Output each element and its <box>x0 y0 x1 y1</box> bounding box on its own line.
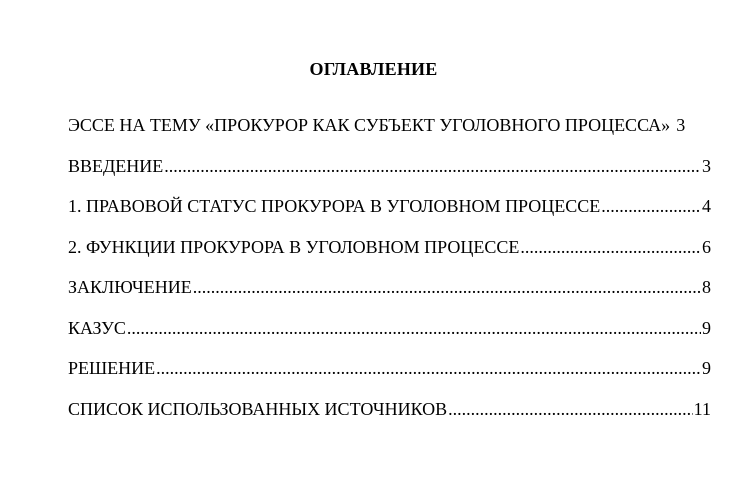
toc-entry-title: КАЗУС <box>68 317 126 338</box>
toc-dot-leader <box>127 317 701 339</box>
toc-dot-leader <box>156 357 701 379</box>
toc-entry <box>68 155 711 196</box>
toc-entry-title: СПИСОК ИСПОЛЬЗОВАННЫХ ИСТОЧНИКОВ <box>68 398 448 419</box>
toc-entry-page: 4 <box>702 196 711 216</box>
toc-entry <box>68 398 711 439</box>
toc-entry <box>68 357 711 398</box>
toc-entry-page: 11 <box>693 398 711 419</box>
toc-entry-title: ВВЕДЕНИЕ <box>68 155 164 176</box>
toc-entry-page: 3 <box>702 155 711 176</box>
toc-entry-page: 6 <box>702 236 711 257</box>
toc-entry-title: РЕШЕНИЕ <box>68 358 156 378</box>
toc-list <box>68 114 711 438</box>
toc-entry-page: 9 <box>702 317 711 338</box>
toc-dot-leader <box>520 236 701 258</box>
toc-entry-title: ЗАКЛЮЧЕНИЕ <box>68 277 192 297</box>
toc-entry <box>68 114 711 155</box>
toc-entry <box>68 317 711 358</box>
toc-dot-leader <box>164 155 701 177</box>
toc-heading: ОГЛАВЛЕНИЕ <box>309 59 438 79</box>
toc-entry-title: 2. ФУНКЦИИ ПРОКУРОРА В УГОЛОВНОМ ПРОЦЕССЕ <box>68 236 520 257</box>
toc-entry-title: 1. ПРАВОВОЙ СТАТУС ПРОКУРОРА В УГОЛОВНОМ ПРОЦЕССЕ <box>68 196 601 216</box>
toc-entry-page: 8 <box>702 277 711 297</box>
toc-dot-leader <box>601 195 701 217</box>
toc-entry-page: 9 <box>702 358 711 378</box>
toc-entry <box>68 195 711 236</box>
toc-dot-leader <box>193 276 701 298</box>
toc-entry-page: 3 <box>676 115 686 135</box>
toc-entry <box>68 276 711 317</box>
toc-entry <box>68 236 711 277</box>
toc-dot-leader <box>448 398 693 420</box>
toc-entry-title: ЭССЕ НА ТЕМУ «ПРОКУРОР КАК СУБЪЕКТ УГОЛОВНОГО ПРОЦЕССА» <box>68 115 671 135</box>
